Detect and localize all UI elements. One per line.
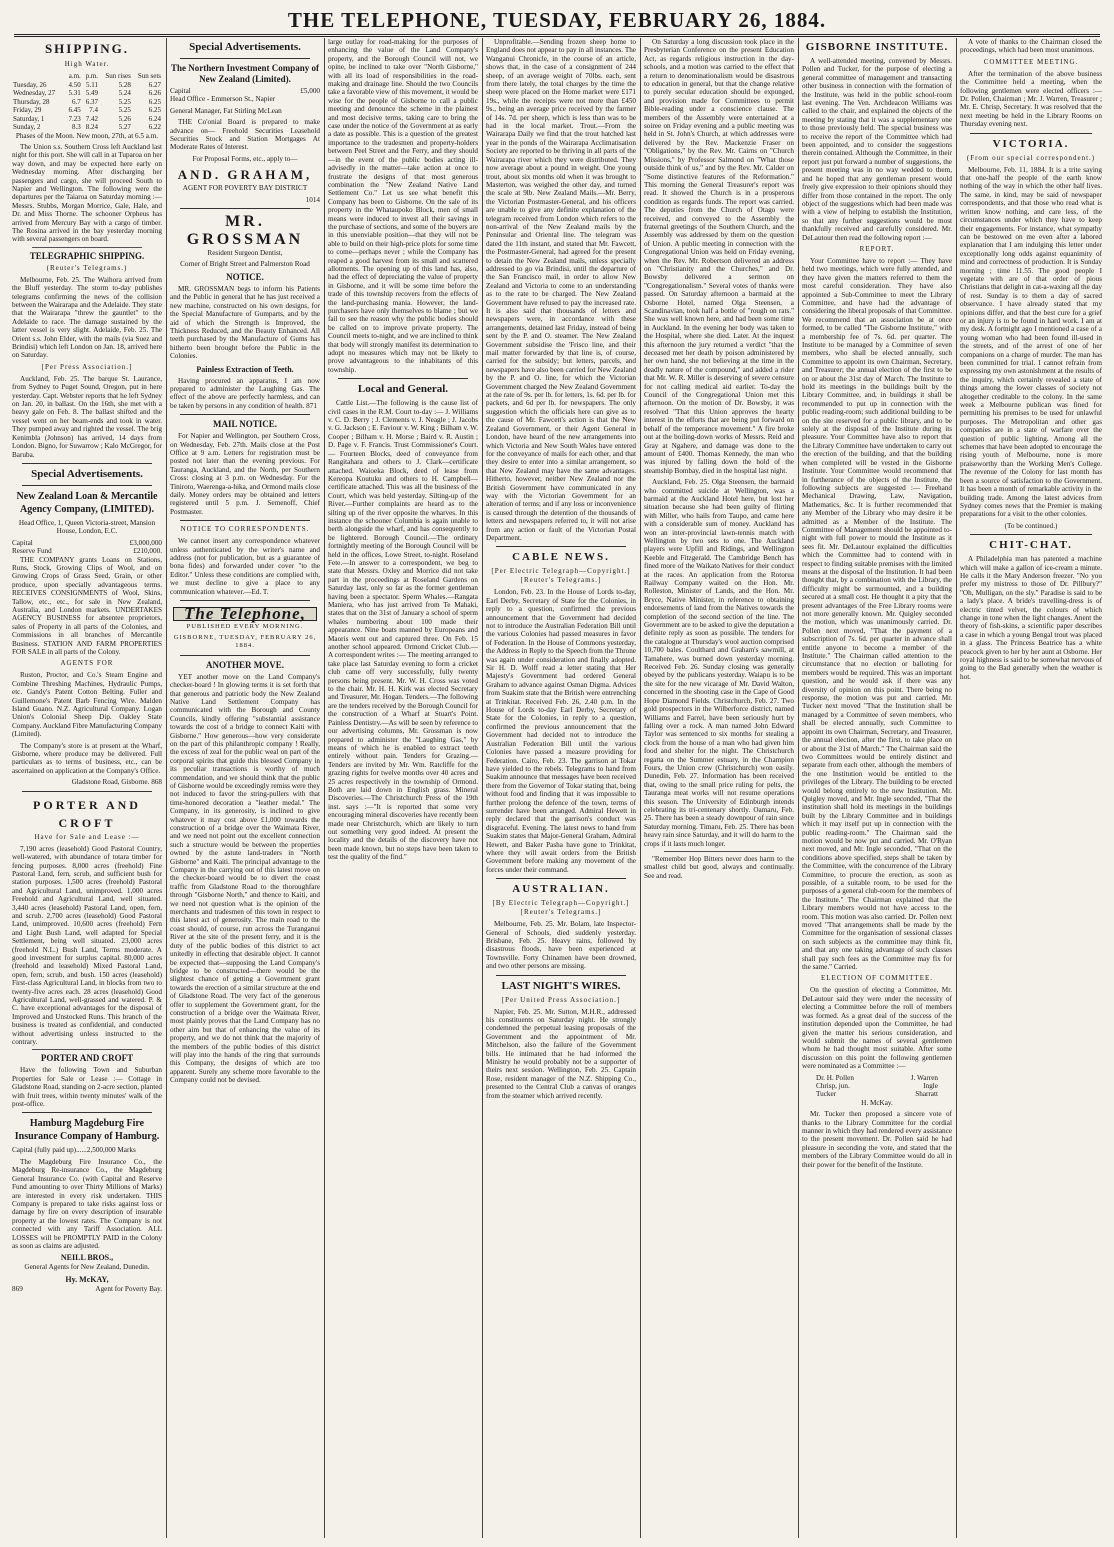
tide-cell: Friday, 29	[13, 106, 42, 114]
last-wires-heading: LAST NIGHT'S WIRES.	[501, 979, 621, 992]
tide-cell: 7.42	[85, 114, 99, 123]
logo-sub: PUBLISHED EVERY MORNING.	[186, 623, 304, 631]
local-general-heading: Local and General.	[357, 383, 449, 396]
committee-row	[802, 1082, 952, 1090]
divider	[496, 975, 626, 976]
tide-cell: Saturday, 1	[13, 114, 45, 123]
another-move-cont: large outlay for road-making for the purposes of enhancing the value of the Land Company's property, and the Borough Council will not, we opine, be inclined to take over "North Gisborne," with all its load of responsibilities in the road-making and drainage line. Should the two Councils take a favorable view of this movement, it would be wise for the people of Gisborne to call a public meeting and denounce the scheme in the plainest and most decisive terms, taking care to bring the case under the notice of the Government at as early a date as possible. This is a question of the greatest importance to the tradesmen and property-holders between Peel Street and the Ferry, and they should—in the event of the public bodies acting ill-advisedly in the matter—take action at once to frustrate the designs of that most generous combination the "New Zealand Native Land Settlement Co." Let us see what benefit this Company has been to Gisborne. On the sale of its property in the Whataupoko Block, men of small means were induced to invest all their savings in the purchase of sections, and some of the buyers are in this unenviable position—that they will not be able to build on their high-price plots for some time to come—perhaps never ; while the Company has reaped a good harvest from its small and scattered allotments. The opening up of this land has, also, had the effect of depreciating the value of property in Gisborne, and it will be some time before the trade of this township recovers from the effects of the land-purchasing mania. However, the land-purchasers have only themselves to blame ; but we fail to see the reason why the public bodies should be called on to improve private property. The Council meets to-night, and we are inclined to think that body will strongly manifest its determination to adopt no measures which may not be likely to prove advantageous to the inhabitants of this township.	[328, 38, 478, 374]
tides-col-head: Sun sets	[137, 72, 161, 80]
dateline: GISBORNE, TUESDAY, FEBRUARY 26, 1884.	[173, 633, 317, 650]
column-6	[802, 38, 952, 1538]
divider	[970, 133, 1092, 134]
tides-table	[12, 72, 162, 132]
tides-row	[12, 106, 162, 115]
nsi-manager: General Manager, Fat Stirling McLean	[170, 106, 282, 115]
committee-row	[802, 1074, 952, 1082]
press-text: Auckland, Feb. 25. The barque St. Laurance, from Sydney to Puget Sound, Oregon, put in here yesterday. Capt. Webster reports that he left Sydney on Jan. 20, in ballast. On the 16th, she met with a heavy gale on Feb. 8. The ballast shifted and the vessel went on her beam-ends and took in water. They pumped away and righted the vessel. The brig Kenimbla (Johnson) has arrived, 14 days from London. Bigno, for Suwarrow ; Kalo McGregor, for Baruba.	[12, 374, 162, 459]
chit-chat-heading: CHIT-CHAT.	[989, 539, 1073, 552]
hamburg-text: The Magdeburg Fire Insurance Co., the Magdeburg Re-insurance Co., the Magdeburg General Insurance Co. (with Capital and Reserve Fund amounting to over Thirty Millions of Marks) are interested in every risk undertaken. THIS Company is prepared to take risks against loss or damage by fire on every description of insurable property at the lowest rates. The Company is not connected with any Tariff Association. ALL LOSSES will be PROMPTLY PAID in the Colony as soon as claims are adjusted.	[12, 1157, 162, 1250]
logo-text: The Telephone,	[173, 607, 317, 621]
cable-sub: [Per Electric Telegraph—Copyright.] [Reuter's Telegrams.]	[491, 567, 631, 585]
neill-sub: General Agents for New Zealand, Dunedin.	[24, 1263, 150, 1272]
masthead: THE TELEPHONE, TUESDAY, FEBRUARY 26, 1884.	[287, 8, 827, 32]
mckay-name: Hy. McKAY,	[65, 1274, 109, 1284]
institute-text: A well-attended meeting, convened by Messrs. Pollen and Tucker, for the purpose of electing a general committee of management and transacting other business in connection with the formation of the Institute, was held in the public school-room last evening. The Ven. Archdeacon Williams was called to the chair, and explained the objects of the meeting by stating that it was a supplementary one to those previously held. The special business was to receive the report of the Committee which had been appointed, and to consider the suggestions therein contained. Although the Committee, in their report just put forward a number of suggestions, the present meeting was in no way wedded to them, and he hoped that any gentleman present would freely give expression to their opinions should they differ from those contained in the report. The only object of the suggestions which had been made was with a view of helping to establish the Institution, so that any further suggestions would be most thankfully received and carefully considered. Mr. DeLautour then read the following report :—	[802, 57, 952, 242]
porter2-heading: PORTER AND CROFT	[40, 1053, 134, 1064]
divider	[180, 655, 310, 656]
australian-sub: [By Electric Telegraph—Copyright.] [Reuter's Telegrams.]	[492, 899, 630, 917]
election-heading: ELECTION OF COMMITTEE.	[820, 974, 934, 983]
nz-loan-office: Head Office, 1, Queen Victoria-street, Mansion House, London, E.C.	[18, 518, 156, 536]
committee-meeting-text: After the termination of the above business the Committee held a meeting, when the following gentlemen were elected officers :— Dr. Pollen, Chairman ; Mr. J. Warren, Treasurer ; Mr. E. Chrisp, Secretary. It was resolved that the next meeting be held in the Library Rooms on Thursday evening next.	[960, 69, 1102, 129]
mail-heading: MAIL NOTICE.	[212, 419, 277, 430]
telegraphic-heading: TELEGRAPHIC SHIPPING.	[29, 250, 145, 261]
another-move-heading: ANOTHER MOVE.	[205, 659, 284, 670]
column-7	[960, 38, 1102, 1538]
tides-heading: High Water.	[64, 60, 110, 68]
divider	[180, 414, 310, 415]
australian-heading: AUSTRALIAN.	[512, 883, 610, 896]
telegraphic-sub: (Reuter's Telegrams.)	[46, 263, 128, 272]
tides-header-row	[12, 72, 162, 81]
tide-cell: 5.49	[85, 89, 99, 97]
tide-cell: 5.28	[118, 80, 131, 89]
nz-loan-heading: New Zealand Loan & Mercantile Agency Company, (LIMITED).	[16, 490, 158, 515]
nsi-capital-label: Capital	[170, 87, 191, 95]
divider	[22, 1112, 152, 1113]
grossman-name: MR. GROSSMAN	[186, 213, 304, 249]
reserve-value: £210,000.	[133, 547, 162, 556]
capital-line	[12, 539, 162, 547]
tide-cell: 6.27	[148, 80, 161, 89]
last-wires-sub: [Per United Press Association.]	[501, 995, 621, 1004]
committee-member: Ingle	[923, 1081, 938, 1090]
column-2	[170, 38, 320, 1538]
column-5	[644, 38, 794, 1538]
another-move-text: YET another move on the Land Company's checker-board ! In glowing terms it is set forth that that generous and patriotic body the New Zealand Native Land Settlement Company has communicated with the Borough and County Councils, kindly offering "substantial assistance towards the cost of a bridge to connect Kaiti with Gisborne." How generous—how very considerate on the part of this philanthropic company ! Really, the excess of zeal for the public weal on part of the corporal spirits that guide this blessed Company in its peculiar transactions is worthy of much commendation, and we should think that the public of Gisborne would be exceedingly remiss were they not induced to favor the string-pullers with that time-honored decoration a "leather medal." The Company, in its generosity, is inclined to give whatever it may cost above £1,000 towards the construction of a bridge over the Waimata River, and we need not point out the excellent connection such a structure would be between the properties owned by the astute land-traders in "North Gisborne" and Kaiti. The principal advantage to the Company in the carrying out of this latest move on the checker-board would be to divert the coast traffic from Gladstone Road to the thoroughfare through "Gisborne North," and thence to Kaiti, and we need not question what is the opinion of the merchants and tradesmen of this town in respect to this latest act of generosity. The main road to the coast should, of course, run across the Turanganui River at the site of the present ferry, and it is the duty of the public bodies of this district to act unitedly in effecting that desirable object. It cannot be expected that—supposing the Land Company's bridge to be constructed—there would be the slightest chance of getting a Government grant towards the erection of a similar structure at the end of Gladstone Road. The very fact of the generous offer to supplement the Government grant, for the construction of a bridge over the Waimata River, most plainly proves that the Land Company has no other aim but that of enhancing the value of its property, and we do not think that the majority of the members of the public bodies of this district will play into the hands of the ring that surrounds this Company, the designs of which are too apparent. Surely any scheme more favorable to the Company could not be devised.	[170, 672, 320, 1085]
divider	[22, 463, 152, 464]
chit-chat-text: A Philadelphia man has patented a machine which will make a gallon of ice-cream a minute. He calls it the Mary Anderson freezer. "No you prefer my mistress to those of Dr. Pillbury?" "Oh, Mulligan, on the sly." Paradise is said to be a lady's place. A bride's travelling-dress is of electric tinted velvet, the colours of which change in tone when the light changes. Anent the theory of fish-skins, a scientific paper describes a case in which a young Bengal trout was placed in a glass. The Princess Beatrice has a white peacock given to her by her aunt at Osborne. Her royal highness is said to be somewhat nervous of going to the Bad generally when the weather is hot.	[960, 555, 1102, 681]
tides-row	[12, 115, 162, 124]
agents-list: Ruston, Proctor, and Co.'s Steam Engine and Combine Threshing Machines, Hydraulic Pumps, etc. Gandy's Patent Cotton Belting. Fuller and Guillemone's Patent Barb Fencing Wire. Malden Island Guano. N.Z. Agricultural Company. Logan Union's Colonial Sheep Dip. Oakley State Company. Auckland Fibre Manufacturing Company (Limited).	[12, 671, 162, 739]
footnote: "Remember Hop Bitters never does harm to the smallest child but good, always and continually. See and read.	[644, 855, 794, 880]
tide-cell: 5.31	[68, 89, 81, 97]
tide-cell: 6.7	[72, 97, 81, 106]
tide-cell: 8.24	[85, 123, 99, 131]
tides-col-head	[12, 72, 65, 81]
report-heading: REPORT.	[859, 244, 895, 253]
capital-value: £3,000,000	[129, 538, 162, 547]
tide-cell: 5.11	[86, 80, 99, 89]
tide-cell: 5.27	[118, 123, 131, 131]
tide-cell: 6.37	[85, 97, 99, 106]
victoria-heading: VICTORIA.	[992, 137, 1070, 150]
nsi-heading: The Northern Investment Company of New Zealand (Limited).	[171, 63, 319, 84]
tide-cell: Wednesday, 27	[13, 89, 56, 97]
committee-member: J. Warren	[910, 1073, 938, 1082]
tide-cell: 5.24	[118, 89, 131, 97]
special-ads-heading: Special Advertisements.	[31, 467, 143, 480]
nsi-proposal: For Proposal Forms, etc., apply to—	[192, 154, 298, 163]
victoria-sub: (From our special correspondent.)	[966, 153, 1096, 162]
tide-cell: 6.26	[148, 89, 161, 97]
col7-text: A vote of thanks to the Chairman closed the proceedings, which had been most unanimous.	[960, 38, 1102, 55]
australian-text: Melbourne, Feb. 25. Mr. Bolam, late Inspector-General of Schools, died suddenly yesterday. Brisbane, Feb. 25. Heavy rains, followed by disastrous floods, have been experienced at Townsville. Forty Chinamen have been drowned, and two other persons are missing.	[486, 920, 636, 971]
grossman-text: MR. GROSSMAN begs to inform his Patients and the Public in general that he has just received a new machine, constructed on his own designs, for the Special Manufacture of Gumparts, and by the aid of which the Strength is Improved, the Thickness Reduced, and the Beauty Enhanced. All teeth purchased by the Manufacture of Gums has hitherto been brought before the Public in the Colonies.	[170, 284, 320, 361]
ad-number: 869	[12, 1284, 23, 1293]
graham-sub: AGENT FOR POVERTY BAY DISTRICT	[182, 184, 308, 193]
tides-row	[12, 81, 162, 90]
local-general-text: Cattle List.—The following is the cause list of civil cases in the R.M. Court to-day :— J. Williams v. C. D. Berry ; J. Clements v. J. Neagle ; J. Jacobs v. G. Jackson ; E. Faviour v. W. King ; Bilham v. W. Cooper ; Bilham v. H. Morse ; Baird v. R. Austin ; D. Page v. F. Francis. Trust Commissioner's Court. — Fourteen Blocks, deed of conveyance from Rangitahara and others to J. Clark—certificate attached. Waioeka Block, deed of lease from Kereopa Koutuku and others to H. Campbell—certificate attached. This was all the business of the Court, which was held yesterday. Silting-up of the River.—Further complaints are heard as to the silting up of the river opposite the wharves. In this instance the schooner Columbia is again unable to berth alongside the wharf, and has consequently to be lightered. Borough Council.—The ordinary fortnightly meeting of the Borough Council will be held in the offices, Lowe Street, to-night. Roseland Fete.—In answer to a correspondent, we beg to state that Messrs. Oxley and Morrice did not take part in the proceedings at Roseland Gardens on Saturday last, only so far as the former gentleman having been a spectator. Sperm Whales.—Rangata Maniera, who has just arrived from Te Mahaki, states that on the 31st of January a school of sperm whales numbering about 100 made their appearance. Nine boats manned by Europeans and Maoris went out and captured three. On Feb. 15 another school appeared. Ormond Cricket Club.—A correspondent writes :— The meeting arranged to take place last Saturday evening to form a cricket club came off very successfully, fully twenty persons being present. Mr. W. H. Cross was voted to the chair. Mr. H. H. Kirk was elected Secretary and Treasurer, Mr. Hogan. Tenders.—The following are the tenders received by the Borough Council for the construction of a Wharf at Stuart's Point. Painless Dentistry.—As will be seen by reference to our advertising columns, Mr. Grossman is now prepared to administer the "Laughing Gas," by means of which he is enabled to extract teeth entirely without pain. Tenders for Grazing.—Tenders are invited by Mr. Wm. Ratcliffe for the grazing rights for twelve months over 40 acres and 25 acres respectively in the township of Ormond. Both are laid down in English grass. Mineral Discoveries.—The Christchurch Press of the 19th inst. says :—"It is reported that some very encouraging mineral discoveries have recently been made near Christchurch, which are likely to turn out something very good indeed. At present the locality and the details of the discovery have not been made known, but no steps have been taken to test the quality of the find."	[328, 399, 478, 862]
divider	[180, 520, 310, 521]
cable-heading: CABLE NEWS.	[512, 551, 610, 564]
tide-cell: Thursday, 28	[13, 97, 50, 106]
porter-heading: PORTER AND CROFT	[33, 797, 141, 830]
painless-text: Having procured an apparatus, I am now prepared to administer the Laughing Gas. The effect of the above are perfectly harmless, and can be taken by persons in any condition of health. 871	[170, 376, 320, 410]
tides-col-head: Sun rises	[105, 72, 131, 80]
tides-row	[12, 89, 162, 98]
col5-text: On Saturday a long discussion took place in the Presbyterian Conference on the present Education Act, as regards religious instruction in the day-schools, and a motion was carried to the effect that a return to denominationalism would be disastrous to education in general, but that the change relative to purely secular education should be expunged, and provision made for Committees to permit Bible-reading under a conscience clause. The members of the Assembly were entertained at a soiree on Friday evening and a public meeting was held in St. John's Church, at which addresses were delivered by the Rev. Mackenzie Fraser on "Obligations," by the Rev. Mr. Cairns on "Church Missions," by Professor Salmond on "What those outside think of us," and by the Rev. Mr. Calder on "Some distinctive features of the Reformation." This morning the General Treasurer's report was read. It showed the Church is in a prosperous condition as regards funds. The report was carried. The deputies from the Church of Otago were received, and conveyed to the Assembly the fraternal greetings of the Southern Church, and the Assembly was addressed by them on the question of Union. A public meeting in connection with the Congregational Union was held on Friday evening, when the Rev. Mr. Robertson delivered an address on "Christianity and the Churches," and Dr. Bowsby delivered a sermon on "Congregationalism." Several votes of thanks were passed. On Saturday afternoon a barmaid at the Osborne Hotel, named Olga Steensen, a Scandinavian, took half a bottle of "rough on rats." She was well known here, and had been some time in Auckland. In the evening her body was taken to the Hospital, where she died. Later. At the inquest this afternoon the jury returned a verdict "that the deceased met her death by poison administered by her own hand, she not believing at the time in the deadly nature of the compound," and added a rider that Mr. W. R. Miller is deserving of severe censure for not calling medical aid earlier. To-day the Council of the Congregational Union met this afternoon. On the motion of Dr. Bowsby, it was resolved "That this Union approves the hearty interest in the efforts that are being put forward on behalf of the temperance movement." A fire broke out at the boiling-down works of Messrs. Reid and Gray at Ngahere, and damage was done to the amount of £400. Thomas Kennedy, the man who was injured by falling down the hold of the steamship Bombay, died in the hospital last night.	[644, 38, 794, 475]
tide-cell: 4.50	[68, 80, 81, 89]
divider	[496, 546, 626, 547]
committee-member: Chrisp, jun.	[816, 1081, 850, 1090]
porter-text: 7,190 acres (leasehold) Good Pastoral Country, well-watered, with abundance of totara timber for fencing purposes. 8,000 acres (freehold) Fine Pastoral Land, fern, scrub, and sufficient bush for station purposes. 1,500 acres (freehold) Pastoral and Agricultural Land, unimproved. 1,000 acres Freehold and Agricultural Land, well situated. 3,440 acres (leasehold) Pastoral Land, open, fern, and scrub. 2,700 acres (leasehold) Good Pastoral Land, unimproved. 10,600 acres (freehold) Fern and Light Bush Land, well adapted for Special Settlement, being well situated. 23,000 acres (freehold N.L.) Bush Land, Terms moderate. A good investment for surplus capital. 80,000 acres (freehold and leasehold) Mixed Pastoral Land, open, fern, scrub, and bush. 150 acres (leasehold) First-class Agricultural Land, in blocks from two to twenty-five acres each. 28 acres (leasehold) Good Agricultural Land, well-grassed and watered. P. & C. have exceptional advantages for the disposal of Improved and Unstocked Runs. This branch of the business is treated as confidential, and conducted without advertising unless instructed to the contrary.	[12, 844, 162, 1047]
divider	[180, 58, 310, 59]
hamburg-capital: Capital (fully paid up)......2,500,000 Marks	[12, 1146, 136, 1155]
capital-label: Capital	[12, 538, 33, 547]
tide-cell: 5.26	[118, 114, 131, 123]
column-3	[328, 38, 478, 1538]
report-text: Your Committee have to report :— They have held two meetings, which were fully attended, and they have given the matters referred to them the most careful consideration. They have also appointed a Sub-Committee to meet the Library Committee, and have had the advantage of considering the liberal proposals of that Committee. We recommend that an association be at once formed, to be called "The Gisborne Institute," with a membership fee of 7s. 6d. per quarter. The Institute to be managed by a Committee of seven members, who shall be elected annually, such Committee to appoint its own Chairman, Secretary, and Treasurer; the annual election of the first to be on or about the 31st day of March. The Institute to hold its meetings in the buildings built by the Library Committee, and, in buildings it shall be recommended to put up in connection with the public reading-room; such additional building to be on the site reserved for a public library, and to be solely at the disposal of the Institute during its pleasure. Your Committee have also to report that the Library Committee have undertaken to carry out the erection of the building, and that the building when completed will be vested in the Gisborne Institute. Your Committee would recommend that in furtherance of the objects of the Institute, the following subjects are suggested :— Freehand Mechanical Drawing, Law, Navigation, Mathematics, &c. It is further recommended that any Member of the Library who may desire it be admitted as a Member of the Institute. The Committee of Management should be appointed to-night with full power to mould the Institute as it sees fit. Mr. DeLautour explained the difficulties which the Committee had to contend with in respect to finding suitable premises with the limited means at the disposal of the Institution. It had been thought that, by a combination with the Library, the difficulty might be surmounted, and a building secured at a small cost. He thought it a pity that the present advantages of the Free Library rooms were not more generally known. Mr. Quigley seconded the motion, which was unanimously carried. Dr. Pollen next moved, "That the payment of a subscription of 7s. 6d. per quarter in advance shall entitle anyone to become a member of the Institute." The Chairman called attention to the circumstance that no election or balloting for members would be required. This was an important question, and he would ask if there was any diversity of opinion on this point. There being no response, the motion was put and carried. Mr. Tucker next moved "That the Institution shall be managed by a Committee of seven members, who shall be elected annually, such Committee to appoint its own Chairman, Secretary, and Treasurer, the annual election, after the first, to take place on or about the 31st of March." The Chairman said the two Committees would be entirely distinct and separate from each other, although the members of the one Institution would be entitled to the privileges of the Library. The building to be erected would belong entirely to the new Institution. Mr. Quigley moved, and Mr. Ingle seconded, "That the institution shall hold its meetings in the buildings built by the Library Committee and in buildings which it may itself put up in connection with the public reading-room." The Chairman said the motion would be now put and carried. Mr. O'Ryan next moved, and Mr. Ingle seconded, "That on the conditions above specified, steps shall be taken by the Committee, with the concurrence of the Library Committee, to procure the erection, as soon as possible, of a suitable room, to be used for the purposes of a general club-room for the members of the Institute." The Chairman explained that the Library members would not have access to the room. This motion was also carried. Dr. Pollen next moved "That arrangements shall be made by the Committee for the organisation of sessional classes on such subjects as the committee may think fit, and that any one taking advantage of such classes shall pay such fees as the Committee may fix for the same." Carried.	[802, 256, 952, 972]
graham-num: 1014	[305, 195, 320, 204]
gladstone-line: Gladstone Road, Gisborne. 868	[71, 778, 162, 787]
mail-text: For Napier and Wellington, per Southern Cross, on Wednesday, Feb. 27th. Mails close at the Post Office at 9 a.m. Letters for registration must be posted not later than the evening previous. For Tauranga, Auckland, and the North, per Southern Cross: closing at 3 p.m. on Wednesday. For the Tiniroto, Waerenga-a-hika, and Ormond mails close daily. Money orders may be obtained and letters registered until 5 p.m. J. Semenoff, Chief Postmaster.	[170, 432, 320, 516]
divider	[338, 378, 468, 379]
neill-name: NEILL BROS.,	[60, 1253, 114, 1263]
tides-row	[12, 98, 162, 107]
moon-phase: Phases of the Moon. New moon, 27th, at 6.5 a.m.	[15, 131, 159, 140]
divider	[970, 534, 1092, 535]
special-ads-heading-2: Special Advertisements.	[189, 41, 301, 53]
divider	[22, 485, 152, 486]
committee-meeting-heading: COMMITTEE MEETING.	[983, 57, 1079, 66]
tides-col-head: a.m.	[68, 72, 81, 80]
nsi-capital-line	[170, 87, 320, 95]
divider	[496, 878, 626, 879]
agents-heading: AGENTS FOR	[60, 659, 114, 668]
col4-text: Unprofitable.—Sending frozen sheep home to England does not appear to pay in all instances. The Wanganui Chronicle, in the course of an article, shows that, in the case of a consignment of 244 sheep, of an average weight of 70lbs. each, sent from there lately, the total charges by the time the sheep were placed on the Home market were £171 19s., while the receipts were not more than £450 9s., being an average price received by the farmer of 14s. 7d. per sheep, which is less than was to be had in the local market. Trout.—From the Wairarapa Daily we find that the trout hatched last year in the ponds of the Wairarapa Acclimatisation Society are reported to be thriving in all parts of the Wairarapa river which they were distributed. They now average about a pound in weight. One young trout, about six months old when it was brought to Masterton, was weighed the other day, and turned the scale at 9lb. New Zealand Mails.—Mr. Berry, the Victorian Postmaster-General, and his officers are unable to give any definite explanation of the telegram received from London which refers to the non-arrival of the New Zealand mails by the Peninsular and Oriental line. The telegram was dated the 11th instant, and stated that Mr. Fawcett, the Postmaster-General, had agreed for the present to detain the New Zealand mails, unless specially addressed to go via Brindisi, until the departure of the San Francisco mail, in order to allow New Zealand and Victoria to come to an understanding as to the rate to be charged. The New Zealand Government have refused to pay the increased rate. It is also said that thousands of letters and newspapers were, in accordance with these arrangements, detained last Friday, instead of being sent by the P. and O. steamer. The New Zealand Government subsidise the 'Frisco line, and their mail matter forwarded by that line is, of course, carried for the subsidy; but letters, parcels, and newspapers have also been carried for New Zealand by the P. and O. line, for which the Victorian Government charged the New Zealand Government at the rate of 9s. per lb. for letters, 1s. 6d. per lb. for packets, and 6d per lb. for newspapers. The only suggestion which the officials here can give as to the cause of Mr. Fawcett's action is that the New Zealand Government, or their Agent General in London, have heard of the new arrangements into which Victoria and New South Wales have entered for the conveyance of mails for each other, and that they desire to enter into a similar arrangement, so that New Zealand may have the same advantages. Hitherto, however, neither New Zealand nor the British Government have communicated in any way with the Victorian Government for an alteration of terms; and if any loss or inconvenience is caused through the detention of the thousands of letters and newspapers referred to, it will not arise from any action or fault of the Victorian Postal Department.	[486, 38, 636, 542]
divider	[180, 600, 310, 601]
tide-cell: 8.3	[72, 123, 81, 131]
tides-row	[12, 123, 162, 132]
election-text: On the question of electing a Committee, Mr. DeLautour said they were under the necessity of electing a Committee before the roll of members was formed. As a great deal of the success of the institution depended upon the Committee, he had given the matter his serious consideration, and would submit the names of several gentlemen whom he had thought most suitable. After some discussion on this point the following gentlemen were nominated as a Committee :—	[802, 986, 952, 1071]
last-wires-text: Napier, Feb. 25. Mr. Sutton, M.H.R., addressed his constituents on Saturday night. He strongly condemned the perpetual leasing proposals of the Government and the appointment of Mr. Mitchelson, also the failure of the Government bills. He intimated that he had informed the Ministry he would probably not be a supporter of theirs next session. Wellington, Feb. 25. Captain Rose, resident manager of the N.Z. Shipping Co., presented to the Central Club a canvas of oranges from the steamer which arrived recently.	[486, 1007, 636, 1100]
committee-member: H. McKay.	[861, 1098, 893, 1107]
mckay-sub: Agent for Poverty Bay.	[95, 1284, 162, 1293]
agents-text: The Company's store is at present at the Wharf, Gisborne, where produce may be delivered. Full particulars as to terms of business, etc., can be ascertained on application at the Company's Office.	[12, 741, 162, 775]
tides-col-head: p.m.	[85, 72, 99, 80]
porter-sub: Have for Sale and Lease :—	[34, 832, 140, 841]
tide-cell: 6.25	[148, 106, 161, 114]
porter2-text: Have the following Town and Suburban Properties for Sale or Lease :— Cottage in Gladstone Road, standing on 2-acre section, planted with fruit trees, within twenty minutes' walk of the post-office.	[12, 1066, 162, 1109]
masthead-rule	[14, 34, 1100, 35]
telegraphic-text: Melbourne, Feb. 25. The Waihora arrived from the Bluff yesterday. The storm to-day publishes telegrams confirming the news of the collision between the Wairarapa and the Adelaide. They state that the Wairarapa "threw the gauntlet" to the Adelaide to race. The damage sustained by the latter vessel is very slight. Adelaide, Feb. 25. The Orient s.s. John Elder, with the mails (via Suez and Brindisi) which left London on Jan. 18, arrived here on Saturday.	[12, 275, 162, 360]
reserve-line	[12, 547, 162, 555]
committee-member: Dr. H. Pollen	[816, 1073, 854, 1082]
graham-name: AND. GRAHAM,	[177, 167, 313, 183]
masthead-rule-2	[14, 36, 1100, 37]
telephone-logo	[170, 604, 320, 624]
nsi-head-office: Head Office - Emmerson St., Napier	[170, 95, 276, 104]
mckay-line	[12, 1285, 162, 1293]
divider	[180, 208, 310, 209]
grossman-sub: Resident Surgeon Dentist,	[207, 249, 283, 258]
cable-text: London, Feb. 23. In the House of Lords to-day, Earl Derby, Secretary of State for the Colonies, in reply to a question, confirmed the previous announcement that the Government had decided not to introduce the Australian Federation Bill until the various Colonies had passed measures in favor of Federation. In the House of Commons yesterday, the Address in Reply to the Speech from the Throne was again under consideration and finally adopted. Sir H. D. Wolff read a letter stating that Her Majesty's Government had ordered General Graham to advance against Osman Digma. Advices from Suakim state that the British were entrenching at Trinkitat. Received Feb. 26, 2.40 p.m. In the House of Lords to-day Earl Derby, Secretary of State for the Colonies, in reply to a question, confirmed the previous announcement that the Government had decided not to introduce the Australian Federation Bill until the various Colonies have passed a measure providing for Federation. Cairo, Feb. 23. The garrison at Tokar have yielded to the rebels. Telegrams to hand from Suakim announce that messages have been received there from the Governor of Tokar stating that, being without food and finding that it was impossible to further prolong the defence of the town, terms of surrender have been arranged. Admiral Hewett in reply declared that the garrison's conduct was disgraceful. Evening. The latest news to hand from Suakim states that Major-General Graham, Admiral Hewett, and Baker Pasha have gone to Trinkitat, where they will await orders from the British Government before making any movement of the forces under their command.	[486, 588, 636, 874]
press-sub: [Per Press Association.]	[41, 362, 133, 371]
victoria-text: Melbourne, Feb. 11, 1884. It is a trite saying that one-half the people of the earth know nothing of the way in which the other half lives. The same, in kind, may be said of newspaper correspondents, and that those who read what is written know nothing, and care less, of the circumstances under which they have to keep their engagements. For instance, what sympathy can be bestowed on me even after a labored explanation that I am indulging this letter under exceptionally long odds against equanimity of mind and correctness of production. It is Sunday morning ; time 11.55. The good people I vegetate with are of that order of pious Christians that delight in cat-a-waxing all the day of rest. Sunday is to them a day of sacred observance. I have already stated that my opinions differ, and that the best cure for a grief or an injury is to be found in hard work. I am at my desk. A fortnight ago I mentioned a case of a young woman who had been found ill-used in the streets, and of the arrest of one of her companions on a charge of murder. The man has been committed for trial. I cannot refrain from expressing my own astonishment at the results of the inquiry, which certainly revealed a state of things among the lower classes of society not altogether creditable to the colony. In the same week a Melbourne publican was fined for permitting his premises to be used for unlawful purposes. The Metropolitan and other gas companies are in a state of warfare over the question of public lighting. Among all the schemes that have been adopted to encourage the rising youth of Melbourne, none is more praiseworthy than the Working Men's College. The revenue of the Colony for last month has been a source of satisfaction to the Government. It has been a month of remarkable activity in the building trade. Among the latest advices from Sydney comes news that the Premier is making preparations for a visit to the other colonies.	[960, 165, 1102, 519]
vote-text: Mr. Tucker then proposed a sincere vote of thanks to the Library Committee for the cordial manner in which they had rendered every assistance to the present movement. Dr. Pollen said he had pleasure in seconding the vote, and stated that the members of the Library Committee would do all in their power for the benefit of the Institute.	[802, 1110, 952, 1169]
tide-cell: 6.45	[68, 106, 81, 114]
notice-heading: NOTICE.	[226, 271, 264, 282]
correspondents-text: We cannot insert any correspondence whatever unless authenticated by the writer's name and address (not for publication, but as a guarantee of bona fides) and forwarded under cover "to the Editor." Unless these conditions are complied with, we must decline to give a place to any communication whatever.—Ed. T.	[170, 537, 320, 596]
tide-cell: 6.24	[148, 114, 161, 123]
shipping-text: The Union s.s. Southern Cross left Auckland last night for this port. She will call in at Tuparoa on her way down, and may be expected here early on Wednesday morning. After discharging her passengers and cargo, she will proceed South to Napier and Wellington. The following were the departures per the Taiaroa on Saturday morning :— Messrs. Stubbs, Morgan Morrice, Gale, Hale, and Dr. and Miss Thorne. The schooner Orpheus has arrived from Mercury Bay with a cargo of timber. The Rosina arrived in the bay yesterday morning with several passengers on board.	[12, 142, 162, 244]
column-4	[486, 38, 636, 1538]
auckland-text: Auckland, Feb. 25. Olga Steensen, the barmaid who committed suicide at Wellington, was a barmaid at the Auckland Hotel here, but lost her situation because she had been guilty of flirting with Miller, who hails from Taupo, and came here with a considerable sum of money. Auckland has won an inter-provincial lawn-tennis match with Wellington by two sets to one. The Auckland players were Upfill and Ridings, and Wellington Keeble and Fitzgerald. The Cambridge Bench has fined more of the Waikato Natives for their conduct at the races. An application from the Rotorua Railway Company waited on the Hon. Mr. Rolleston, Minister of Lands, and the Hon. Mr. Bryce, Native Minister, in reference to obtaining endorsements of land from the Natives towards the completion of the second section of the line. The Government are to be asked to give the deputation a definite reply as soon as possible. The tenders for the catalogue at Thursday's wool auction comprised 10,700 bales. Coulthard and Graham's sawmill, at Tamahere, was burned down yesterday morning. Received Feb. 26. Sunday closing was generally obeyed by the publicans yesterday. Waiapu is to be the site for the new vicarage of Mr. David Walton, concerned in the shooting case in the Cape of Good Hope Diamond Fields. Christchurch, Feb. 27. Two gold prospectors in the Wilberforce district, named Williams and Farrel, have been seriously hurt by falling over a rock. A man named John Edward Taylor was sentenced to six months for stealing a clock from the house of a man who had given him food and shelter for the night. The Christchurch regatta on the Summer estuary, in the Champion Fours, the Union crew (Christchurch) won easily. Dunedin, Feb. 27. Information has been received that, owing to the small price ruling for pelts, the Tauranga meat works will not resume operations this season. The University of Edinburgh intends celebrating its tri-centenary shortly. Oamaru, Feb. 25. There has been a steady downpour of rain since Saturday morning. Timaru, Feb. 25. There has been heavy rain since Saturday, and it will do harm to the crops if it lasts much longer.	[644, 478, 794, 848]
tide-cell: 6.25	[148, 97, 161, 106]
continued-note: (To be continued.)	[1004, 521, 1058, 530]
divider	[32, 247, 142, 248]
committee-member: Tucker	[816, 1090, 837, 1099]
nsi-text: THE Co'onial Board is prepared to make advance on— Freehold Securities Leasehold Securities Stock and Station Mortgages At Moderate Rates of Interest.	[170, 118, 320, 152]
tide-cell: 7.23	[68, 114, 81, 123]
divider	[664, 851, 774, 852]
columns	[12, 38, 1102, 1538]
correspondents-heading: NOTICE TO CORRESPONDENTS.	[180, 525, 310, 534]
column-1	[12, 38, 162, 1538]
painless-heading: Painless Extraction of Teeth.	[196, 364, 294, 374]
divider	[22, 791, 152, 792]
nsi-capital-value: £5,000	[300, 87, 320, 95]
tide-cell: 5.25	[118, 97, 131, 106]
gisborne-institute-heading: GISBORNE INSTITUTE.	[805, 41, 949, 53]
tide-cell: 6.22	[148, 123, 161, 131]
tide-cell: Tuesday, 26	[13, 80, 47, 89]
tide-cell: Sunday, 2	[13, 123, 41, 131]
committee-member: Sharratt	[915, 1090, 938, 1099]
nz-loan-text: THE COMPANY grants Loans on Stations, Runs, Stock, Growing Clips of Wool, and on Growing Crops of Grass Seed, Grain, or other produce, upon specially advantageous terms. RECEIVES CONSIGNMENTS of Wool, Skins, Tallow, etc., etc., for sale in New Zealand, Australia, and London markets. UNDERTAKES AGENCY BUSINESS for absentee proprietors, sales of Property in all parts of the Colonies, and Commissions in all branches of Mercantile Business. STATION AND FARM PROPERTIES FOR SALE in all parts of the Colony.	[12, 555, 162, 656]
committee-row	[802, 1090, 952, 1098]
tide-cell: 7.4	[89, 106, 99, 114]
tide-cell: 5.25	[118, 106, 131, 114]
hamburg-heading: Hamburg Magdeburg Fire Insurance Company of Hamburg.	[14, 1118, 160, 1143]
reserve-label: Reserve Fund	[12, 547, 52, 556]
grossman-address: Corner of Bright Street and Palmerston Road	[180, 260, 310, 269]
shipping-heading: SHIPPING.	[44, 41, 130, 56]
divider	[32, 1049, 142, 1050]
